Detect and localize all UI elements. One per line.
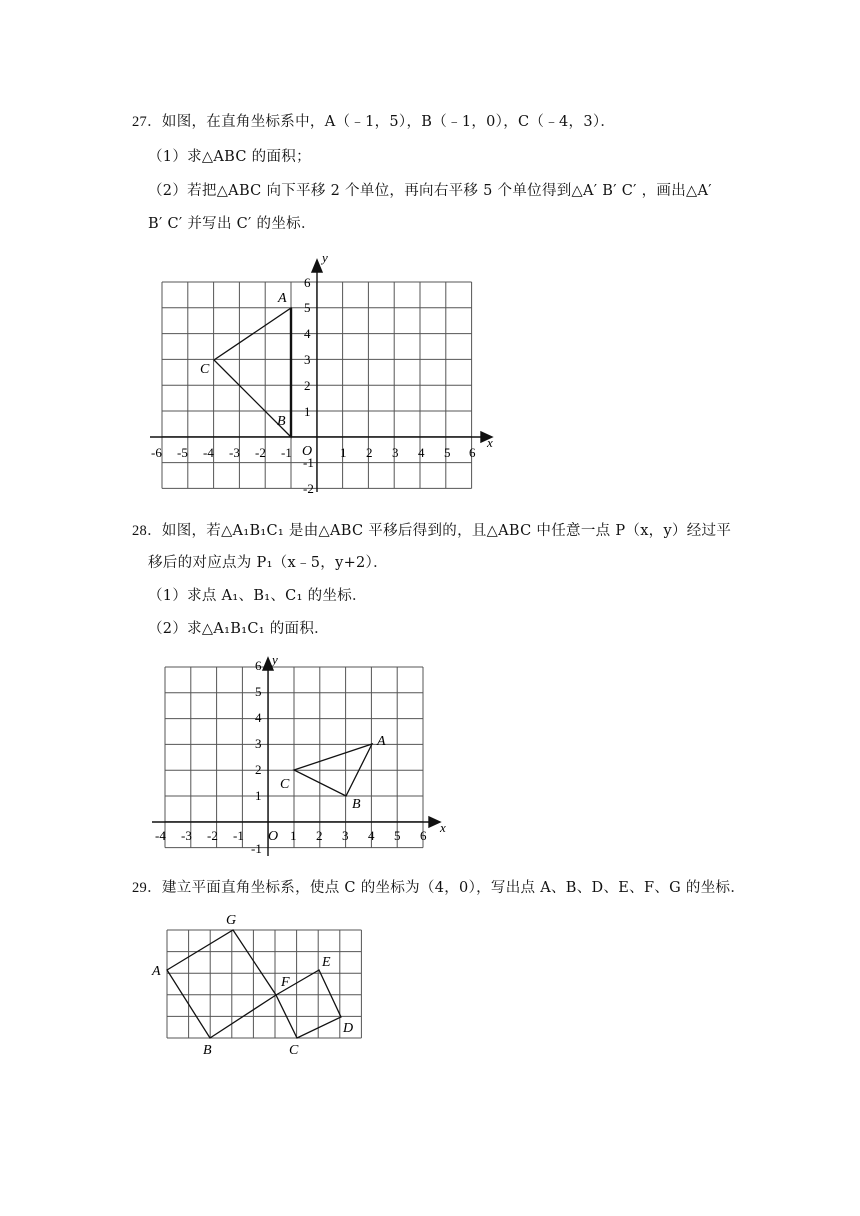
q27-number: 27．	[132, 114, 162, 130]
q27-x-label: x	[487, 435, 493, 450]
q29-rectangle-abfg	[167, 930, 276, 1038]
q27-tick-x: -1	[281, 445, 292, 460]
q27-tick-y: 3	[304, 352, 311, 367]
q28-tick-x: -3	[181, 828, 192, 843]
q27-point-b-label: B	[277, 414, 286, 429]
q28-tick-y: -1	[251, 841, 262, 856]
q29-point-a-label: A	[152, 964, 161, 979]
q27-tick-x: 6	[469, 445, 476, 460]
q28-x-ticks	[155, 828, 427, 843]
q28-x-label: x	[440, 820, 446, 835]
q28-tick-y: 4	[255, 710, 262, 725]
q28-tick-x: 6	[420, 828, 427, 843]
q28-grid	[165, 667, 423, 848]
q28-tick-x: 2	[316, 828, 323, 843]
q28-tick-y: 5	[255, 684, 262, 699]
q28-tick-x: -1	[233, 828, 244, 843]
q27-tick-y: 1	[304, 404, 311, 419]
q27-tick-y: 2	[304, 378, 311, 393]
q28-tick-y: 6	[255, 658, 262, 673]
q27-part2-line2: B′ C′ 并写出 C′ 的坐标．	[148, 216, 316, 232]
q28-origin-label: O	[268, 829, 279, 844]
q28-tick-y: 1	[255, 788, 262, 803]
q29-number: 29．	[132, 880, 162, 896]
q27-stem: 如图，在直角坐标系中，A（﹣1，5），B（﹣1，0），C（﹣4，3）．	[161, 114, 616, 130]
q29-grid-figure	[148, 908, 368, 1058]
q29-point-b-label: B	[203, 1043, 212, 1058]
q29-point-g-label: G	[226, 913, 237, 928]
q28-point-c-label: C	[280, 777, 290, 792]
q27-tick-x: 3	[392, 445, 399, 460]
q27-tick-x: 1	[340, 445, 347, 460]
q28-tick-x: -2	[207, 828, 218, 843]
q29-point-f-label: F	[281, 975, 290, 990]
q28-coordinate-figure	[148, 650, 460, 860]
q27-tick-y: 4	[304, 326, 311, 341]
q27-part2-line1: （2）若把△ABC 向下平移 2 个单位，再向右平移 5 个单位得到△A′ B′ C′ ，画出△A′	[148, 183, 712, 199]
q28-tick-y: 3	[255, 736, 262, 751]
q29-stem-line	[132, 878, 745, 898]
q28-y-ticks	[251, 658, 262, 856]
q27-coordinate-figure	[150, 252, 500, 497]
q27-tick-y: -2	[303, 481, 314, 496]
q27-tick-x: 4	[418, 445, 425, 460]
q29-point-d-label: D	[343, 1021, 354, 1036]
q28-number: 28．	[132, 523, 162, 539]
q28-tick-x: 1	[290, 828, 297, 843]
q27-tick-x: 5	[444, 445, 451, 460]
q27-tick-x: -2	[255, 445, 266, 460]
q29-stem: 建立平面直角坐标系，使点 C 的坐标为（4，0），写出点 A、B、D、E、F、G 的坐标．	[161, 880, 746, 896]
q28-stem-line2: 移后的对应点为 P₁（x﹣5，y+2）．	[148, 555, 388, 571]
q28-tick-x: 3	[342, 828, 349, 843]
q28-y-label: y	[272, 652, 278, 667]
q27-part1: （1）求△ABC 的面积；	[148, 149, 311, 165]
q28-tick-x: 5	[394, 828, 401, 843]
q27-point-c-label: C	[200, 362, 210, 377]
q28-tick-y: 2	[255, 762, 262, 777]
q27-tick-x: -3	[229, 445, 240, 460]
q27-tick-y: 6	[304, 275, 311, 290]
q27-point-a-label: A	[278, 291, 287, 306]
q28-x-arrow	[429, 817, 440, 827]
q27-y-arrow	[312, 260, 322, 272]
q28-stem-line1	[132, 521, 731, 541]
q27-tick-y: -1	[303, 455, 314, 470]
q27-tick-y: 5	[304, 300, 311, 315]
q27-y-label: y	[322, 252, 328, 265]
q29-point-c-label: C	[289, 1043, 299, 1058]
q27-tick-x: -4	[203, 445, 214, 460]
q28-part2: （2）求△A₁B₁C₁ 的面积．	[148, 621, 329, 637]
q27-tick-x: -5	[177, 445, 188, 460]
q28-part1: （1）求点 A₁、B₁、C₁ 的坐标．	[148, 588, 367, 604]
q27-tick-x: 2	[366, 445, 373, 460]
q28-tick-x: 4	[368, 828, 375, 843]
q27-stem-line	[132, 112, 615, 132]
q27-origin-label: O	[302, 444, 313, 459]
q28-point-a-label: A	[377, 734, 386, 749]
q28-point-b-label: B	[352, 797, 361, 812]
q27-tick-x: -6	[151, 445, 162, 460]
q28-stem: 如图，若△A₁B₁C₁ 是由△ABC 平移后得到的，且△ABC 中任意一点 P（x，y）经过平	[161, 523, 732, 539]
q28-tick-x: -4	[155, 828, 166, 843]
q29-point-e-label: E	[322, 955, 331, 970]
